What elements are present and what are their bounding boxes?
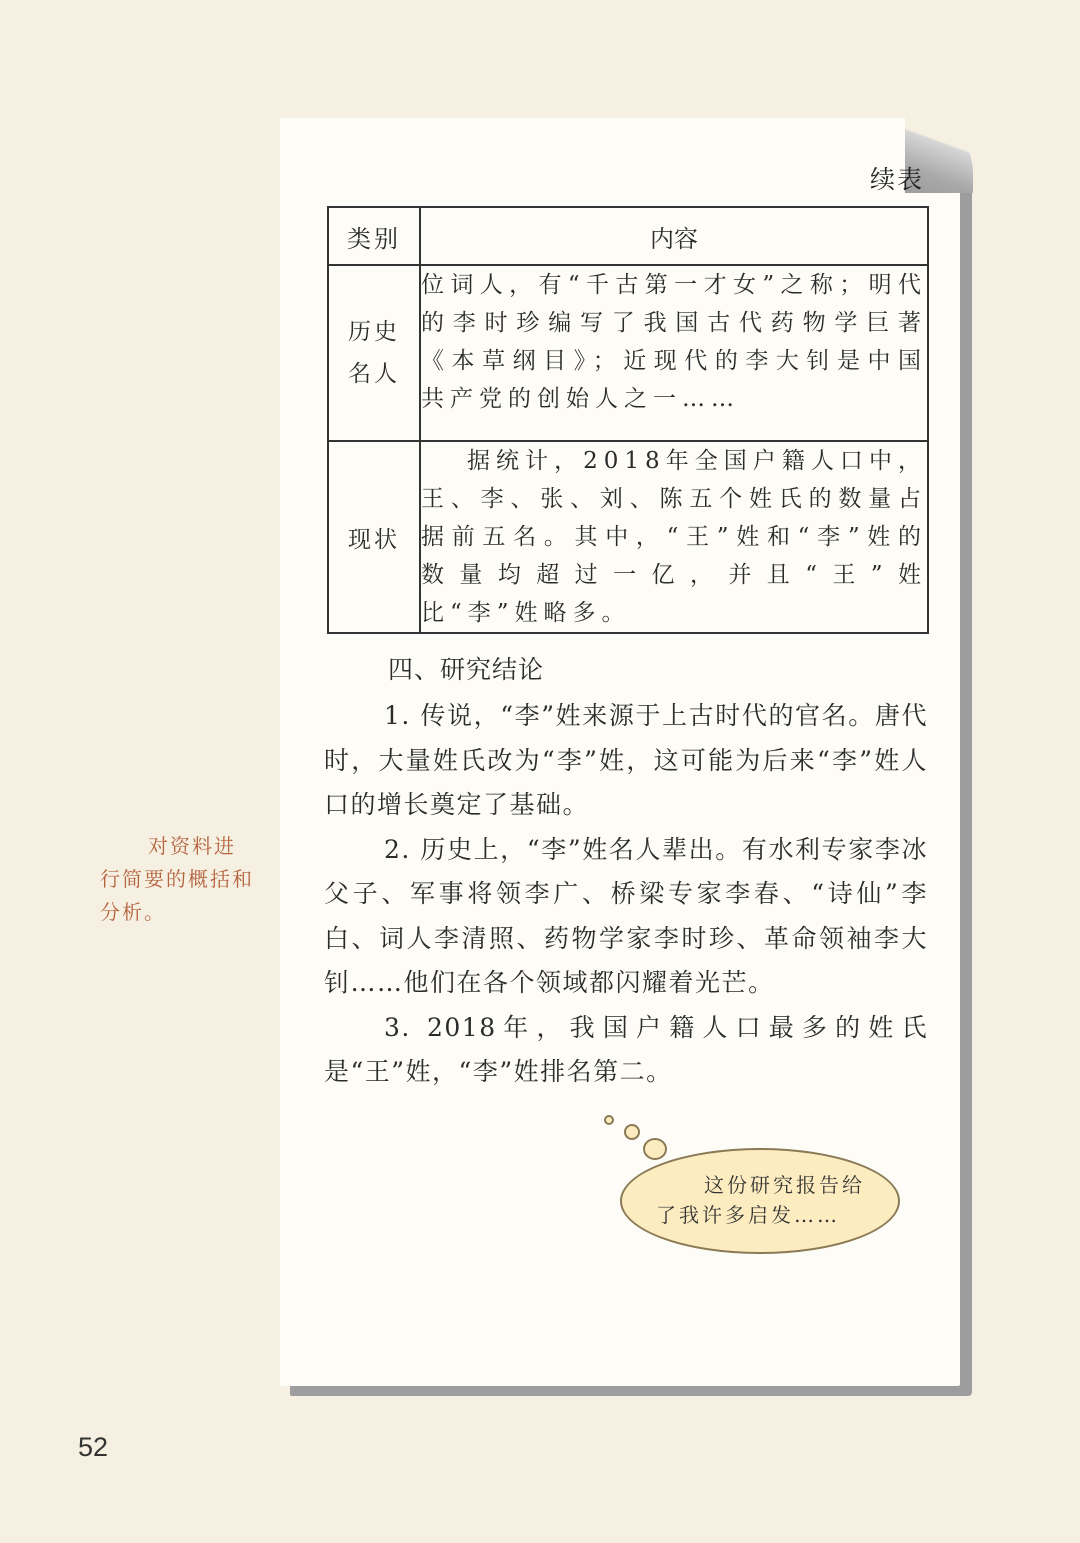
continued-table-label: 续表 — [870, 165, 925, 194]
conclusions-list — [324, 694, 928, 1095]
section-title: 四、研究结论 — [388, 655, 545, 684]
row-content: 位词人，有“千古第一才女”之称；明代的李时珍编写了我国古代药物学巨著《本草纲目》；近现代的李大钊是中国共产党的创始人之一…… — [420, 265, 928, 441]
table-row — [328, 265, 928, 441]
row-content: 据统计，2018年全国户籍人口中，王、李、张、刘、陈五个姓氏的数量占据前五名。其中，“王”姓和“李”姓的数量均超过一亿，并且“王”姓比“李”姓略多。 — [420, 441, 928, 633]
table-row — [328, 441, 928, 633]
thought-bubble-text: 这份研究报告给了我许多启发…… — [656, 1173, 865, 1227]
conclusion-paragraph: 1. 传说，“李”姓来源于上古时代的官名。唐代时，大量姓氏改为“李”姓，这可能为后来“李”姓人口的增长奠定了基础。 — [324, 701, 928, 819]
surname-research-table — [327, 206, 929, 634]
conclusion-paragraph: 3. 2018年，我国户籍人口最多的姓氏是“王”姓，“李”姓排名第二。 — [324, 1012, 928, 1086]
thought-dot-large — [643, 1138, 667, 1160]
thought-dot-small — [604, 1115, 614, 1125]
header-category: 类别 — [328, 207, 420, 265]
row-category: 现状 — [328, 441, 420, 633]
table-header-row — [328, 207, 928, 265]
thought-dot-medium — [624, 1124, 640, 1140]
conclusion-paragraph: 2. 历史上，“李”姓名人辈出。有水利专家李冰父子、军事将领李广、桥梁专家李春、“诗仙”李白、词人李清照、药物学家李时珍、革命领袖李大钊……他们在各个领域都闪耀着光芒。 — [324, 834, 928, 997]
margin-annotation: 对资料进行简要的概括和分析。 — [100, 834, 254, 924]
header-content: 内容 — [420, 207, 928, 265]
row-category: 历史名人 — [328, 265, 420, 441]
page-number: 52 — [78, 1432, 109, 1462]
